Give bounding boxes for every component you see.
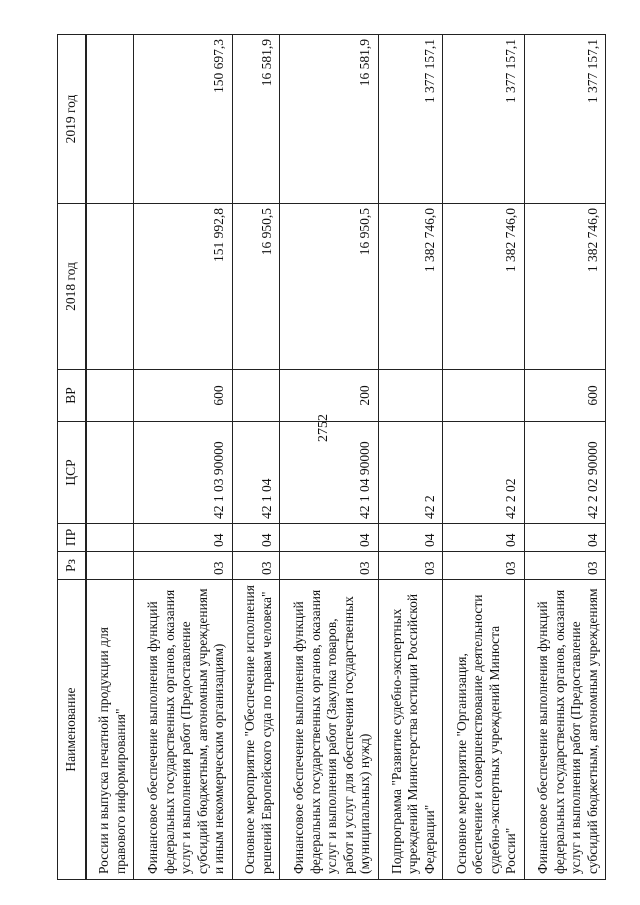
cell-vr <box>232 370 279 422</box>
cell-csr: 42 1 03 90000 <box>134 422 232 524</box>
table-row <box>232 35 279 880</box>
cell-name: Финансовое обеспечение выполнения функций федеральных государственных органов, оказания услуг и выполнения работ (Предоставление субсидий бюджетным, автономным учреждениям <box>524 580 605 880</box>
cell-2019: 16 581,9 <box>232 35 279 204</box>
cell-vr: 600 <box>524 370 605 422</box>
cell-pr: 04 <box>232 524 279 552</box>
header-row <box>58 35 87 880</box>
cell-vr <box>378 370 442 422</box>
cell-2018 <box>86 204 134 370</box>
cell-pr: 04 <box>134 524 232 552</box>
cell-rz: 03 <box>280 552 378 580</box>
cell-rz: 03 <box>232 552 279 580</box>
cell-csr: 42 2 02 <box>443 422 524 524</box>
table-row <box>134 35 232 880</box>
cell-2019: 150 697,3 <box>134 35 232 204</box>
cell-rz: 03 <box>378 552 442 580</box>
cell-csr: 42 2 <box>378 422 442 524</box>
cell-name: Финансовое обеспечение выполнения функций федеральных государственных органов, оказания услуг и выполнения работ (Предоставление субсидий бюджетным, автономным учреждениям и иным некоммерческим организациям) <box>134 580 232 880</box>
budget-table <box>57 34 606 880</box>
header-2019: 2019 год <box>58 35 87 204</box>
cell-rz: 03 <box>134 552 232 580</box>
cell-rz: 03 <box>443 552 524 580</box>
cell-vr <box>86 370 134 422</box>
header-csr: ЦСР <box>58 422 87 524</box>
header-pr: ПР <box>58 524 87 552</box>
cell-2019: 16 581,9 <box>280 35 378 204</box>
cell-2018: 16 950,5 <box>280 204 378 370</box>
table-row <box>86 35 134 880</box>
table-row <box>280 35 378 880</box>
cell-2018: 1 382 746,0 <box>378 204 442 370</box>
cell-name: России и выпуска печатной продукции для правового информирования" <box>86 580 134 880</box>
cell-csr: 42 1 04 90000 <box>280 422 378 524</box>
cell-vr: 600 <box>134 370 232 422</box>
cell-pr: 04 <box>280 524 378 552</box>
cell-rz: 03 <box>524 552 605 580</box>
table-row <box>524 35 605 880</box>
table-body <box>86 35 606 880</box>
cell-2018: 151 992,8 <box>134 204 232 370</box>
page-number: 2752 <box>316 414 331 442</box>
cell-pr: 04 <box>378 524 442 552</box>
cell-name: Основное мероприятие "Обеспечение исполнения решений Европейского суда по правам человека" <box>232 580 279 880</box>
cell-name: Финансовое обеспечение выполнения функций федеральных государственных органов, оказания услуг и выполнения работ (Закупка товаров, работ и услуг для обеспечения государственных (муниципальных) нужд) <box>280 580 378 880</box>
cell-2019: 1 377 157,1 <box>443 35 524 204</box>
table-row <box>378 35 442 880</box>
cell-2018: 1 382 746,0 <box>443 204 524 370</box>
cell-2018: 16 950,5 <box>232 204 279 370</box>
header-rz: Рз <box>58 552 87 580</box>
budget-table-container <box>57 35 606 880</box>
header-vr: ВР <box>58 370 87 422</box>
cell-vr: 200 <box>280 370 378 422</box>
cell-name: Подпрограмма "Развитие судебно-экспертных учреждений Министерства юстиции Российской Федерации" <box>378 580 442 880</box>
table-row <box>443 35 524 880</box>
cell-csr <box>86 422 134 524</box>
cell-2019 <box>86 35 134 204</box>
header-name: Наименование <box>58 580 87 880</box>
cell-pr: 04 <box>524 524 605 552</box>
cell-2019: 1 377 157,1 <box>524 35 605 204</box>
cell-rz <box>86 552 134 580</box>
cell-2018: 1 382 746,0 <box>524 204 605 370</box>
table-header <box>58 35 87 880</box>
cell-csr: 42 1 04 <box>232 422 279 524</box>
header-2018: 2018 год <box>58 204 87 370</box>
cell-pr: 04 <box>443 524 524 552</box>
cell-name: Основное мероприятие "Организация, обеспечение и совершенствование деятельности судебно-экспертных учреждений Минюста России" <box>443 580 524 880</box>
cell-2019: 1 377 157,1 <box>378 35 442 204</box>
cell-vr <box>443 370 524 422</box>
cell-csr: 42 2 02 90000 <box>524 422 605 524</box>
cell-pr <box>86 524 134 552</box>
